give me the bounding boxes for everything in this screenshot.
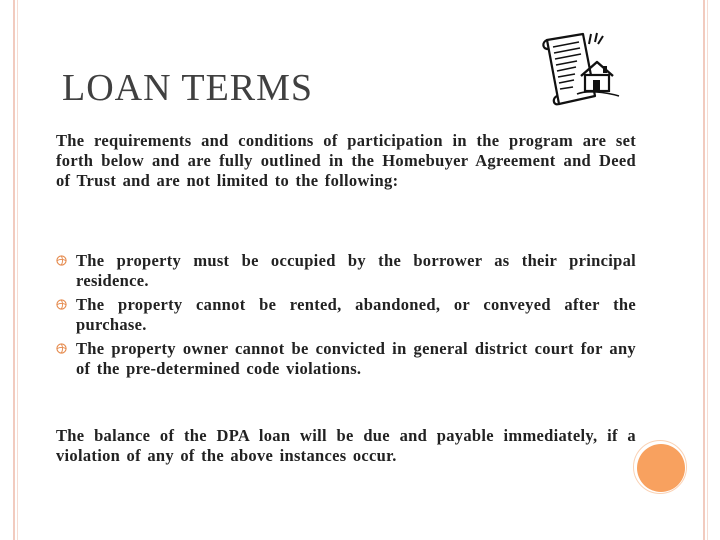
list-item bbox=[56, 295, 636, 335]
requirements-list bbox=[56, 251, 636, 383]
right-border-rule-inner bbox=[707, 0, 708, 540]
left-border-rule-inner bbox=[17, 0, 18, 540]
list-item bbox=[56, 339, 636, 379]
list-item-text: The property owner cannot be convicted in general district court for any of the pre-determined code violations. bbox=[76, 339, 636, 378]
bullet-flower-icon bbox=[56, 255, 67, 266]
closing-paragraph: The balance of the DPA loan will be due and payable immediately, if a violation of any of the above instances occur. bbox=[56, 426, 636, 465]
list-item-text: The property cannot be rented, abandoned, or conveyed after the purchase. bbox=[76, 295, 636, 334]
bullet-flower-icon bbox=[56, 343, 67, 354]
intro-paragraph: The requirements and conditions of participation in the program are set forth below and are fully outlined in the Homebuyer Agreement and Deed of Trust and are not limited to the following: bbox=[56, 131, 636, 190]
slide-title: LOAN TERMS bbox=[62, 67, 314, 109]
list-item-text: The property must be occupied by the borrower as their principal residence. bbox=[76, 251, 636, 290]
bullet-flower-icon bbox=[56, 299, 67, 310]
right-border-rule bbox=[703, 0, 705, 540]
orange-circle-icon bbox=[637, 444, 685, 492]
left-border-rule bbox=[13, 0, 15, 540]
document-with-house-icon bbox=[533, 30, 625, 110]
list-item bbox=[56, 251, 636, 291]
